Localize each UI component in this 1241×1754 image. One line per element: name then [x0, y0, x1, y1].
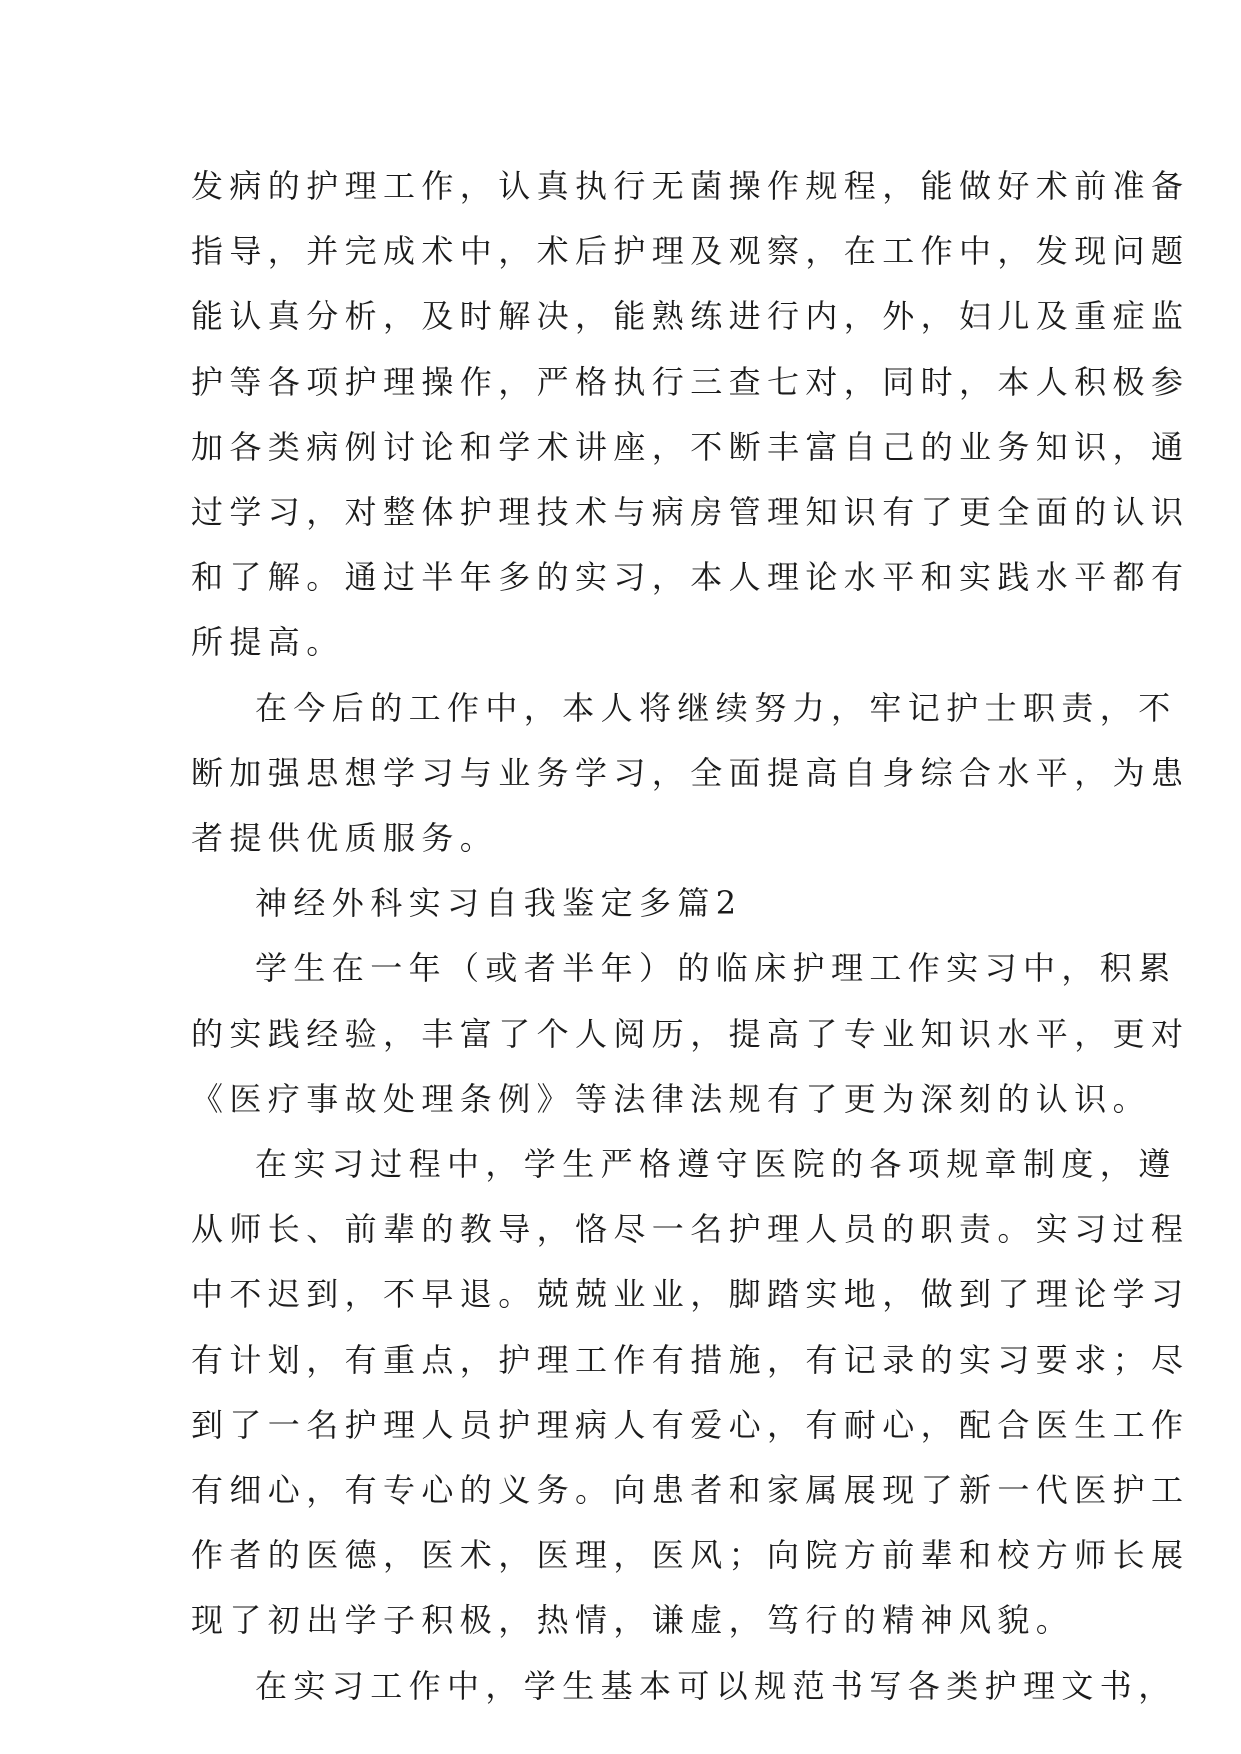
text-line: 现了初出学子积极，热情，谦虚，笃行的精神风貌。 — [191, 1601, 1075, 1640]
paragraph-3 — [191, 936, 1190, 1132]
text-line: 指导，并完成术中，术后护理及观察，在工作中，发现问题 — [191, 232, 1190, 271]
section-heading — [191, 871, 1053, 936]
text-line: 能认真分析，及时解决，能熟练进行内，外，妇儿及重症监 — [191, 297, 1190, 336]
text-line: 过学习，对整体护理技术与病房管理知识有了更全面的认识 — [191, 493, 1190, 532]
text-line: 有细心，有专心的义务。向患者和家属展现了新一代医护工 — [191, 1471, 1190, 1510]
text-line: 所提高。 — [191, 623, 345, 662]
text-line: 在实习过程中，学生严格遵守医院的各项规章制度，遵 — [255, 1145, 1177, 1184]
text-line: 从师长、前辈的教导，恪尽一名护理人员的职责。实习过程 — [191, 1210, 1190, 1249]
document-body — [191, 154, 1190, 1719]
text-line: 作者的医德，医术，医理，医风；向院方前辈和校方师长展 — [191, 1536, 1190, 1575]
text-line: 《医疗事故处理条例》等法律法规有了更为深刻的认识。 — [191, 1079, 1152, 1118]
text-line: 发病的护理工作，认真执行无菌操作规程，能做好术前准备 — [191, 167, 1190, 205]
text-line: 中不迟到，不早退。兢兢业业，脚踏实地，做到了理论学习 — [191, 1275, 1190, 1314]
text-line: 到了一名护理人员护理病人有爱心，有耐心，配合医生工作 — [191, 1405, 1190, 1444]
section-heading-text: 神经外科实习自我鉴定多篇2 — [255, 884, 743, 923]
paragraph-5 — [191, 1654, 1177, 1719]
text-line: 加各类病例讨论和学术讲座，不断丰富自己的业务知识，通 — [191, 427, 1190, 466]
text-line: 学生在一年（或者半年）的临床护理工作实习中，积累 — [255, 949, 1177, 988]
text-line: 在实习工作中，学生基本可以规范书写各类护理文书， — [255, 1666, 1177, 1705]
text-line: 护等各项护理操作，严格执行三查七对，同时，本人积极参 — [191, 362, 1190, 401]
text-line: 在今后的工作中，本人将继续努力，牢记护士职责，不 — [255, 688, 1177, 727]
text-line: 者提供优质服务。 — [191, 819, 499, 858]
paragraph-4 — [191, 1132, 1190, 1654]
text-line: 和了解。通过半年多的实习，本人理论水平和实践水平都有 — [191, 558, 1190, 597]
paragraph-2 — [191, 676, 1190, 872]
text-line: 有计划，有重点，护理工作有措施，有记录的实习要求；尽 — [191, 1340, 1190, 1379]
text-line: 断加强思想学习与业务学习，全面提高自身综合水平，为患 — [191, 753, 1190, 792]
text-line: 的实践经验，丰富了个人阅历，提高了专业知识水平，更对 — [191, 1014, 1190, 1053]
paragraph-1 — [191, 154, 1190, 676]
